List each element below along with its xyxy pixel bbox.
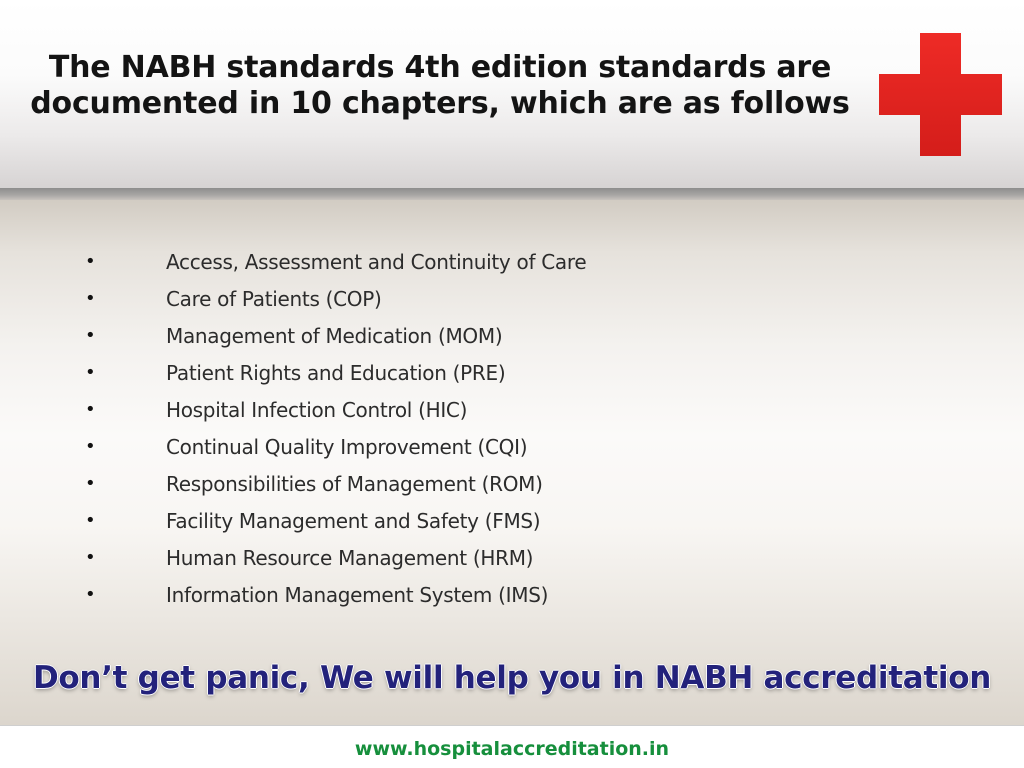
slide-title <box>10 50 870 122</box>
website-link[interactable]: www.hospitalaccreditation.in <box>354 738 670 760</box>
slide-title-line-1: The NABH standards 4th edition standards are <box>48 50 832 85</box>
chapter-label: Continual Quality Improvement (CQI) <box>166 435 528 459</box>
bullet-icon: • <box>85 473 96 494</box>
chapter-label: Patient Rights and Education (PRE) <box>166 361 506 385</box>
chapter-label: Care of Patients (COP) <box>166 287 382 311</box>
tagline: Don’t get panic, We will help you in NABH accreditation <box>33 660 991 696</box>
chapter-label: Access, Assessment and Continuity of Care <box>166 250 587 274</box>
chapter-label: Hospital Infection Control (HIC) <box>166 398 468 422</box>
bullet-icon: • <box>85 584 96 605</box>
bullet-icon: • <box>85 436 96 457</box>
bullet-icon: • <box>85 510 96 531</box>
bullet-icon: • <box>85 362 96 383</box>
slide-body <box>0 200 1024 725</box>
bullet-icon: • <box>85 547 96 568</box>
chapter-label: Information Management System (IMS) <box>166 583 549 607</box>
chapter-label: Human Resource Management (HRM) <box>166 546 534 570</box>
bullet-icon: • <box>85 399 96 420</box>
red-cross-icon <box>879 33 1002 156</box>
bullet-icon: • <box>85 251 96 272</box>
header-divider <box>0 188 1024 200</box>
slide-title-line-2: documented in 10 chapters, which are as follows <box>30 86 850 121</box>
footer-divider <box>0 725 1024 726</box>
bullet-icon: • <box>85 288 96 309</box>
chapter-label: Management of Medication (MOM) <box>166 324 503 348</box>
bullet-icon: • <box>85 325 96 346</box>
chapter-label: Responsibilities of Management (ROM) <box>166 472 543 496</box>
chapter-label: Facility Management and Safety (FMS) <box>166 509 541 533</box>
